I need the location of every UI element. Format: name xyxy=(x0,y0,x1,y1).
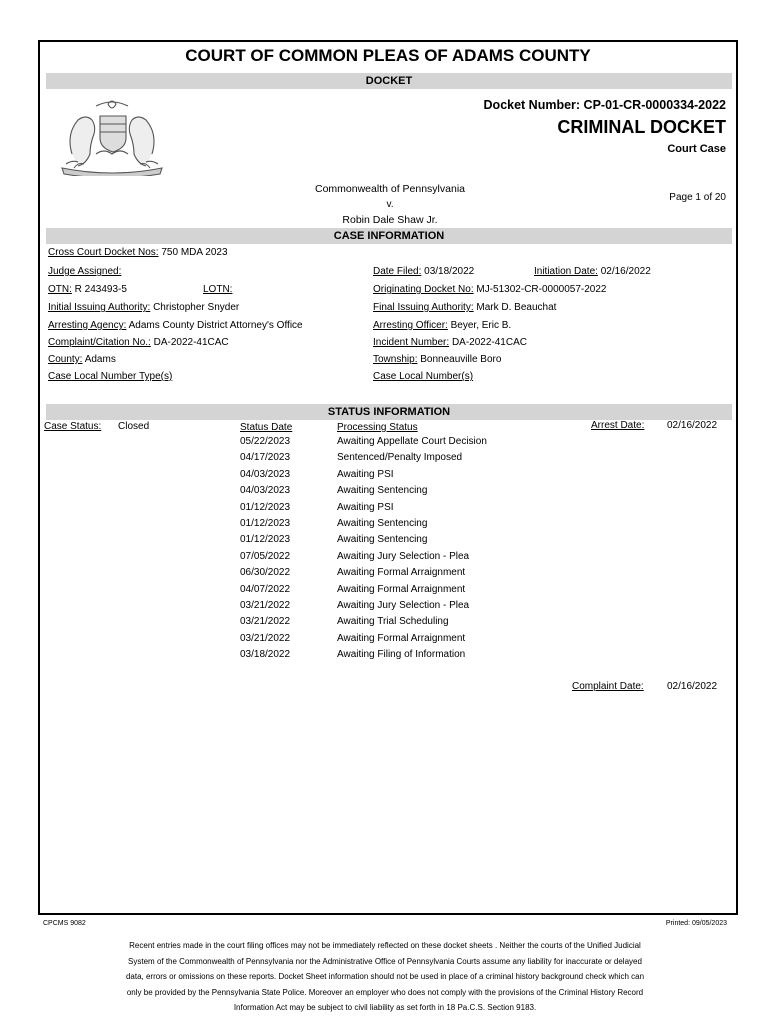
final-auth-value: Mark D. Beauchat xyxy=(476,302,557,313)
complaint-date-label: Complaint Date: xyxy=(572,681,644,692)
processing-status-header: Processing Status xyxy=(337,422,418,433)
arresting-officer-value: Beyer, Eric B. xyxy=(450,320,512,331)
cross-court-docket xyxy=(48,247,228,258)
complaint-value: DA-2022-41CAC xyxy=(153,337,229,348)
county-value: Adams xyxy=(84,354,116,365)
status-date: 04/03/2023 xyxy=(240,485,291,497)
processing-status: Awaiting Formal Arraignment xyxy=(337,583,466,595)
incident-value: DA-2022-41CAC xyxy=(451,337,527,348)
processing-status: Awaiting PSI xyxy=(337,468,394,480)
township xyxy=(373,354,501,365)
status-information-bar: STATUS INFORMATION xyxy=(46,404,732,420)
court-title: COURT OF COMMON PLEAS OF ADAMS COUNTY xyxy=(185,46,591,65)
status-date: 04/07/2022 xyxy=(240,583,291,595)
processing-status: Awaiting Sentencing xyxy=(337,485,428,497)
form-id: CPCMS 9082 xyxy=(43,920,86,927)
initial-issuing-authority xyxy=(48,302,239,313)
coat-of-arms-seal xyxy=(52,94,172,181)
status-date: 03/18/2022 xyxy=(240,649,291,661)
arresting-officer-label: Arresting Officer: xyxy=(373,320,448,331)
status-date: 07/05/2022 xyxy=(240,550,291,562)
processing-status: Sentenced/Penalty Imposed xyxy=(337,452,463,464)
disclaimer-line: Recent entries made in the court filing offices may not be immediately reflected on these docket sheets . Neither the courts of the Unified Judicial xyxy=(129,941,641,950)
complaint-date-value: 02/16/2022 xyxy=(667,681,718,692)
disclaimer-line: Information Act may be subject to civil liability as set forth in 18 Pa.C.S. Section 9183. xyxy=(233,1003,537,1012)
processing-status: Awaiting Trial Scheduling xyxy=(337,616,449,628)
arresting-agency-label: Arresting Agency: xyxy=(48,320,127,331)
processing-status: Awaiting Filing of Information xyxy=(337,649,466,661)
otn-value: R 243493-5 xyxy=(74,284,127,295)
initiation-date xyxy=(534,266,651,277)
docket-type: CRIMINAL DOCKET xyxy=(557,117,726,137)
complaint-citation xyxy=(48,337,229,348)
caption-plaintiff: Commonwealth of Pennsylvania xyxy=(315,183,465,195)
status-date: 04/03/2023 xyxy=(240,468,291,480)
docket-bar: DOCKET xyxy=(46,73,732,89)
docket-frame xyxy=(38,40,738,915)
originating-docket xyxy=(373,284,606,295)
lotn-label: LOTN: xyxy=(203,284,233,295)
processing-status: Awaiting Jury Selection - Plea xyxy=(337,550,470,562)
arresting-officer xyxy=(373,320,511,331)
page-number: Page 1 of 20 xyxy=(669,192,726,203)
date-filed-value: 03/18/2022 xyxy=(424,266,475,277)
incident-label: Incident Number: xyxy=(373,337,450,348)
disclaimer-line: System of the Commonwealth of Pennsylvania nor the Administrative Office of Pennsylvania Courts assume any liability for inaccurate or delayed xyxy=(128,956,642,966)
township-label: Township: xyxy=(373,354,418,365)
final-issuing-authority xyxy=(373,302,556,313)
otn xyxy=(48,284,127,295)
initiation-label: Initiation Date: xyxy=(534,266,598,277)
cross-court-value: 750 MDA 2023 xyxy=(161,247,228,258)
otn-label: OTN: xyxy=(48,284,72,295)
case-local-number-label: Case Local Number(s) xyxy=(373,371,474,382)
complaint-label: Complaint/Citation No.: xyxy=(48,337,151,348)
status-date: 06/30/2022 xyxy=(240,567,291,579)
county-label: County: xyxy=(48,354,83,365)
caption-defendant: Robin Dale Shaw Jr. xyxy=(342,214,438,226)
incident-number xyxy=(373,337,527,348)
case-local-number-type-label: Case Local Number Type(s) xyxy=(48,371,173,382)
processing-status: Awaiting Jury Selection - Plea xyxy=(337,599,470,611)
status-dates-column xyxy=(240,434,290,663)
docket-number: Docket Number: CP-01-CR-0000334-2022 xyxy=(483,98,726,112)
disclaimer-line: only be provided by the Pennsylvania State Police. Moreover an employer who does not comply with the provisions of the Criminal History Record xyxy=(126,987,644,997)
orig-docket-label: Originating Docket No: xyxy=(373,284,474,295)
arrest-date-value: 02/16/2022 xyxy=(667,420,718,431)
status-date: 01/12/2023 xyxy=(240,517,291,529)
printed-date: Printed: 09/05/2023 xyxy=(665,920,727,927)
processing-status-column xyxy=(337,434,487,663)
arresting-agency xyxy=(48,320,303,331)
orig-docket-value: MJ-51302-CR-0000057-2022 xyxy=(476,284,607,295)
processing-status: Awaiting Formal Arraignment xyxy=(337,632,466,644)
date-filed xyxy=(373,266,474,277)
arresting-agency-value: Adams County District Attorney's Office xyxy=(128,320,303,331)
processing-status: Awaiting Sentencing xyxy=(337,534,428,546)
status-date: 03/21/2022 xyxy=(240,616,291,628)
status-date: 01/12/2023 xyxy=(240,534,291,546)
status-date: 01/12/2023 xyxy=(240,501,291,513)
case-information-bar: CASE INFORMATION xyxy=(46,228,732,244)
status-date: 04/17/2023 xyxy=(240,452,291,464)
date-filed-label: Date Filed: xyxy=(373,266,422,277)
processing-status: Awaiting Sentencing xyxy=(337,517,428,529)
initiation-value: 02/16/2022 xyxy=(600,266,651,277)
status-date: 03/21/2022 xyxy=(240,632,291,644)
final-auth-label: Final Issuing Authority: xyxy=(373,302,474,313)
status-date: 05/22/2023 xyxy=(240,436,291,447)
caption-versus: v. xyxy=(386,199,394,210)
processing-status: Awaiting Formal Arraignment xyxy=(337,567,466,579)
disclaimer xyxy=(70,938,700,1016)
arrest-date-label: Arrest Date: xyxy=(591,420,645,431)
case-status-label: Case Status: xyxy=(44,421,102,432)
judge-label: Judge Assigned: xyxy=(48,266,122,277)
processing-status: Awaiting Appellate Court Decision xyxy=(337,436,487,447)
initial-auth-value: Christopher Snyder xyxy=(153,302,240,313)
cross-court-label: Cross Court Docket Nos: xyxy=(48,247,159,258)
disclaimer-line: data, errors or omissions on these reports. Docket Sheet information should not be used in place of a criminal history background check which can xyxy=(125,972,645,981)
status-date-header: Status Date xyxy=(240,422,293,433)
initial-auth-label: Initial Issuing Authority: xyxy=(48,302,151,313)
case-kind: Court Case xyxy=(667,143,726,155)
case-status xyxy=(44,421,149,432)
township-value: Bonneauville Boro xyxy=(420,354,502,365)
processing-status: Awaiting PSI xyxy=(337,501,394,513)
case-status-value: Closed xyxy=(118,421,150,432)
status-date: 03/21/2022 xyxy=(240,599,291,611)
county xyxy=(48,354,116,365)
